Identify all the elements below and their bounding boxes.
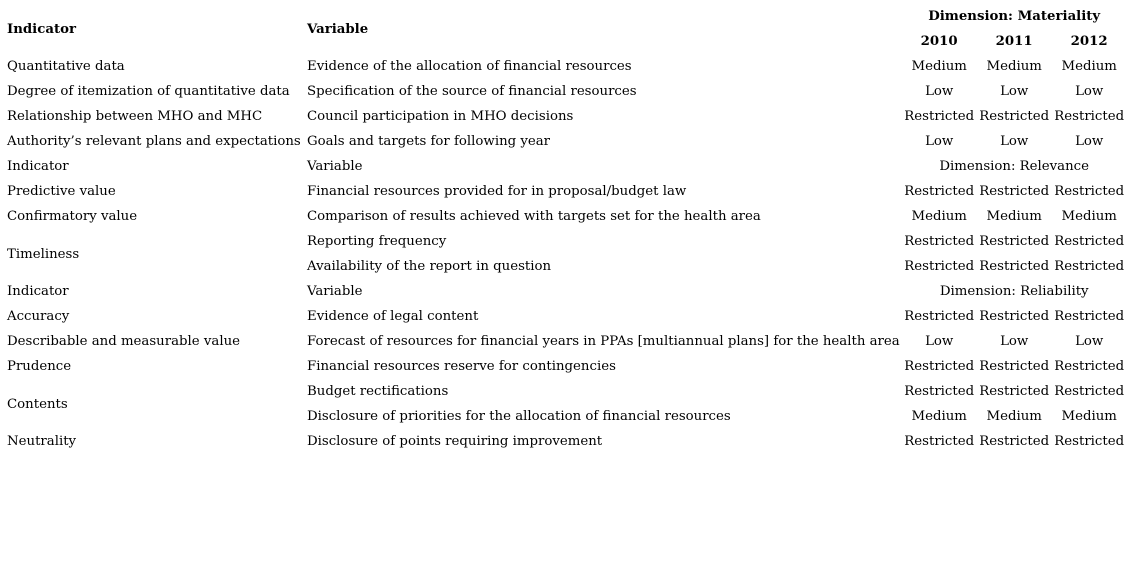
variable-cell: Budget rectifications [307, 384, 449, 399]
value-2011-cell: Restricted [979, 259, 1050, 274]
variable-cell: Comparison of results achieved with targets set for the health area [307, 209, 761, 224]
value-2011-cell: Restricted [979, 309, 1050, 324]
variable-subheader: Variable [307, 284, 363, 299]
dimension-materiality-header: Dimension: Materiality [928, 9, 1101, 24]
variable-cell: Council participation in MHO decisions [307, 109, 574, 124]
indicator-cell: Relationship between MHO and MHC [7, 109, 263, 124]
value-2012-cell: Low [1075, 134, 1104, 149]
value-2012-cell: Restricted [1054, 309, 1125, 324]
indicator-cell: Authority’s relevant plans and expectations [7, 134, 301, 149]
value-2012-cell: Medium [1061, 209, 1117, 224]
variable-cell: Evidence of legal content [307, 309, 479, 324]
value-2010-cell: Restricted [904, 109, 975, 124]
indicator-cell: Quantitative data [7, 59, 125, 74]
table-row [5, 54, 1127, 79]
variable-cell: Specification of the source of financial resources [307, 84, 637, 99]
indicator-cell: Describable and measurable value [7, 334, 241, 349]
table-row [5, 204, 1127, 229]
section-header-row [5, 154, 1127, 179]
indicator-subheader: Indicator [7, 159, 69, 174]
variable-cell: Evidence of the allocation of financial resources [307, 59, 632, 74]
indicator-cell: Contents [7, 396, 68, 412]
indicator-column-header: Indicator [7, 21, 76, 37]
value-2011-cell: Low [1000, 334, 1029, 349]
value-2010-cell: Restricted [904, 259, 975, 274]
indicator-cell: Confirmatory value [7, 209, 138, 224]
value-2011-cell: Medium [986, 409, 1042, 424]
indicator-cell: Neutrality [7, 434, 77, 449]
value-2010-cell: Restricted [904, 309, 975, 324]
value-2010-cell: Restricted [904, 359, 975, 374]
value-2012-cell: Restricted [1054, 384, 1125, 399]
value-2010-cell: Restricted [904, 384, 975, 399]
table-row [5, 104, 1127, 129]
variable-cell: Availability of the report in question [307, 259, 552, 274]
indicator-cell: Degree of itemization of quantitative data [7, 84, 290, 99]
value-2011-cell: Low [1000, 84, 1029, 99]
indicator-cell: Timeliness [7, 246, 80, 262]
indicator-cell: Accuracy [7, 309, 70, 324]
indicator-cell: Predictive value [7, 184, 116, 199]
variable-cell: Forecast of resources for financial years in PPAs [multiannual plans] for the health area [307, 334, 900, 349]
value-2012-cell: Medium [1061, 409, 1117, 424]
value-2010-cell: Medium [911, 209, 967, 224]
value-2011-cell: Restricted [979, 109, 1050, 124]
value-2010-cell: Restricted [904, 434, 975, 449]
value-2012-cell: Restricted [1054, 259, 1125, 274]
value-2010-cell: Restricted [904, 234, 975, 249]
dimension-reliability-subheader: Dimension: Reliability [939, 284, 1089, 299]
variable-subheader: Variable [307, 159, 363, 174]
value-2010-cell: Restricted [904, 184, 975, 199]
variable-column-header: Variable [307, 21, 369, 37]
table-row [5, 129, 1127, 154]
value-2011-cell: Restricted [979, 234, 1050, 249]
value-2012-cell: Restricted [1054, 184, 1125, 199]
dimension-relevance-subheader: Dimension: Relevance [939, 159, 1089, 174]
value-2012-cell: Low [1075, 334, 1104, 349]
variable-cell: Disclosure of priorities for the allocation of financial resources [307, 409, 731, 424]
value-2010-cell: Low [925, 84, 954, 99]
value-2010-cell: Medium [911, 409, 967, 424]
table-row [5, 429, 1127, 454]
value-2012-cell: Medium [1061, 59, 1117, 74]
value-2011-cell: Restricted [979, 434, 1050, 449]
value-2011-cell: Low [1000, 134, 1029, 149]
table-row [5, 304, 1127, 329]
indicator-cell: Prudence [7, 359, 72, 374]
table-row [5, 354, 1127, 379]
value-2011-cell: Restricted [979, 184, 1050, 199]
value-2012-cell: Low [1075, 84, 1104, 99]
table-row [5, 329, 1127, 354]
variable-cell: Financial resources provided for in proposal/budget law [307, 184, 687, 199]
value-2011-cell: Medium [986, 59, 1042, 74]
table-row [5, 229, 1127, 254]
table-row [5, 379, 1127, 404]
value-2011-cell: Restricted [979, 359, 1050, 374]
year-2010-header: 2010 [920, 34, 958, 49]
value-2010-cell: Low [925, 134, 954, 149]
value-2012-cell: Restricted [1054, 109, 1125, 124]
section-header-row [5, 279, 1127, 304]
value-2010-cell: Low [925, 334, 954, 349]
table-row [5, 179, 1127, 204]
variable-cell: Goals and targets for following year [307, 134, 551, 149]
year-2011-header: 2011 [995, 34, 1033, 49]
indicator-subheader: Indicator [7, 284, 69, 299]
value-2011-cell: Restricted [979, 384, 1050, 399]
variable-cell: Reporting frequency [307, 234, 447, 249]
value-2012-cell: Restricted [1054, 359, 1125, 374]
header-row-1 [5, 4, 1127, 29]
variable-cell: Disclosure of points requiring improvement [307, 434, 603, 449]
materiality-relevance-reliability-table [5, 4, 1127, 454]
value-2011-cell: Medium [986, 209, 1042, 224]
variable-cell: Financial resources reserve for contingencies [307, 359, 616, 374]
year-2012-header: 2012 [1070, 34, 1108, 49]
value-2012-cell: Restricted [1054, 234, 1125, 249]
table-row [5, 79, 1127, 104]
value-2012-cell: Restricted [1054, 434, 1125, 449]
value-2010-cell: Medium [911, 59, 967, 74]
